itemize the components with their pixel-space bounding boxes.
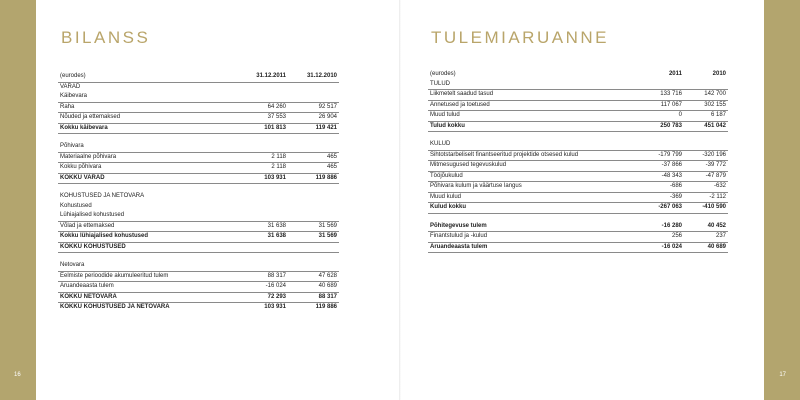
row-label: Finantstulud ja -kulud bbox=[428, 232, 632, 243]
income-statement-table bbox=[428, 70, 728, 253]
value-2011: 37 553 bbox=[236, 113, 288, 124]
value-2010 bbox=[288, 184, 339, 193]
table-row bbox=[58, 202, 339, 212]
row-label: Raha bbox=[58, 102, 236, 113]
left-margin-band bbox=[0, 0, 36, 400]
value-2011 bbox=[236, 134, 288, 143]
value-2011: 72 293 bbox=[236, 292, 288, 303]
table-row bbox=[428, 222, 728, 232]
value-2011 bbox=[236, 82, 288, 92]
value-2010 bbox=[288, 82, 339, 92]
value-2010: -39 772 bbox=[684, 161, 728, 172]
value-2010: 465 bbox=[288, 152, 339, 163]
row-label bbox=[428, 213, 632, 222]
value-2011 bbox=[236, 184, 288, 193]
value-2011: 88 317 bbox=[236, 271, 288, 282]
value-2011: -37 866 bbox=[632, 161, 684, 172]
row-label: Kokku käibevara bbox=[58, 123, 236, 134]
value-2011: 2 118 bbox=[236, 152, 288, 163]
income-statement-title: TULEMIARUANNE bbox=[431, 28, 609, 47]
table-row bbox=[58, 271, 339, 282]
value-2010: 302 155 bbox=[684, 100, 728, 111]
table-row bbox=[428, 121, 728, 132]
row-label: KOHUSTUSED JA NETOVARA bbox=[60, 193, 145, 199]
unit-label: (eurodes) bbox=[58, 72, 236, 82]
row-label: KOKKU VARAD bbox=[58, 173, 236, 184]
value-2011: -16 280 bbox=[632, 222, 684, 232]
value-2010 bbox=[288, 253, 339, 262]
balance-sheet-table bbox=[58, 72, 339, 313]
table-row bbox=[58, 261, 339, 271]
row-label: Liikmetelt saadud tasud bbox=[428, 90, 632, 101]
row-label: Netovara bbox=[58, 261, 236, 271]
value-2010 bbox=[288, 211, 339, 221]
row-label bbox=[58, 253, 236, 262]
value-2011: -48 343 bbox=[632, 171, 684, 182]
row-label: Annetused ja toetused bbox=[428, 100, 632, 111]
table-row bbox=[58, 163, 339, 174]
value-2011: 101 813 bbox=[236, 123, 288, 134]
row-label: Muud tulud bbox=[428, 111, 632, 122]
row-label bbox=[428, 132, 632, 141]
column-header-2011: 2011 bbox=[668, 71, 682, 77]
page-fold bbox=[399, 0, 401, 400]
table-row bbox=[58, 221, 339, 232]
page-number-right: 17 bbox=[779, 372, 786, 378]
value-2011: 64 260 bbox=[236, 102, 288, 113]
value-2010: 40 689 bbox=[288, 282, 339, 293]
table-row bbox=[58, 134, 339, 143]
value-2010 bbox=[684, 140, 728, 150]
row-label: Põhitegevuse tulem bbox=[428, 222, 632, 232]
value-2010 bbox=[288, 202, 339, 212]
value-2011 bbox=[236, 242, 288, 253]
value-2010: 88 317 bbox=[288, 292, 339, 303]
right-margin-band bbox=[764, 0, 800, 400]
value-2010: 142 700 bbox=[684, 90, 728, 101]
table-row bbox=[58, 142, 339, 152]
value-2011 bbox=[236, 211, 288, 221]
value-2010: 451 042 bbox=[684, 121, 728, 132]
value-2011: -16 024 bbox=[236, 282, 288, 293]
row-label: Kulud kokku bbox=[428, 203, 632, 214]
value-2011: 103 931 bbox=[236, 173, 288, 184]
table-row bbox=[58, 113, 339, 124]
value-2011 bbox=[236, 92, 288, 102]
value-2011: -179 799 bbox=[632, 150, 684, 161]
row-label: TULUD bbox=[428, 80, 632, 90]
row-label: Aruandeaasta tulem bbox=[428, 242, 632, 253]
table-row bbox=[428, 213, 728, 222]
table-row bbox=[58, 303, 339, 313]
value-2011 bbox=[236, 202, 288, 212]
value-2010 bbox=[288, 192, 339, 202]
column-header-2010: 2010 bbox=[712, 71, 726, 77]
row-label bbox=[58, 134, 236, 143]
column-header-2010: 31.12.2010 bbox=[288, 72, 339, 82]
value-2011: 256 bbox=[632, 232, 684, 243]
table-row bbox=[58, 102, 339, 113]
table-row bbox=[58, 282, 339, 293]
table-header-row bbox=[58, 72, 339, 82]
table-row bbox=[428, 90, 728, 101]
value-2010: 40 452 bbox=[684, 222, 728, 232]
value-2011: 133 716 bbox=[632, 90, 684, 101]
row-label: Tööjõukulud bbox=[428, 171, 632, 182]
row-label: Lühiajalised kohustused bbox=[58, 211, 236, 221]
value-2010: 31 569 bbox=[288, 232, 339, 243]
table-header-row bbox=[428, 70, 728, 80]
value-2010 bbox=[684, 213, 728, 222]
value-2010: 31 569 bbox=[288, 221, 339, 232]
row-label: Materiaalne põhivara bbox=[58, 152, 236, 163]
table-row bbox=[58, 92, 339, 102]
value-2010: 40 689 bbox=[684, 242, 728, 253]
value-2010: 465 bbox=[288, 163, 339, 174]
value-2011: 103 931 bbox=[264, 304, 286, 310]
table-row bbox=[428, 161, 728, 172]
table-row bbox=[58, 173, 339, 184]
value-2010 bbox=[288, 134, 339, 143]
table-row bbox=[428, 132, 728, 141]
unit-label: (eurodes) bbox=[430, 71, 456, 77]
row-label: KOKKU KOHUSTUSED bbox=[58, 242, 236, 253]
value-2010: 6 187 bbox=[684, 111, 728, 122]
row-label: Muud kulud bbox=[428, 192, 632, 203]
balance-sheet-title: BILANSS bbox=[61, 28, 151, 47]
row-label: Põhivara bbox=[58, 142, 236, 152]
value-2011 bbox=[632, 213, 684, 222]
value-2011 bbox=[632, 140, 684, 150]
row-label: KOKKU NETOVARA bbox=[58, 292, 236, 303]
table-row bbox=[428, 192, 728, 203]
row-label: Käibevara bbox=[58, 92, 236, 102]
value-2011: -267 063 bbox=[632, 203, 684, 214]
row-label: Aruandeaasta tulem bbox=[58, 282, 236, 293]
table-row bbox=[58, 152, 339, 163]
row-label: Põhivara kulum ja väärtuse langus bbox=[428, 182, 632, 193]
row-label: Kokku põhivara bbox=[58, 163, 236, 174]
value-2011 bbox=[236, 192, 288, 202]
page-number-left: 16 bbox=[14, 372, 21, 378]
value-2010: 119 421 bbox=[288, 123, 339, 134]
row-label: Sihtotstarbeliselt finantseeritud projektide otsesed kulud bbox=[428, 150, 632, 161]
column-header-2011: 31.12.2011 bbox=[236, 72, 288, 82]
row-label: Nõuded ja ettemaksed bbox=[58, 113, 236, 124]
value-2011 bbox=[236, 253, 288, 262]
table-row bbox=[58, 211, 339, 221]
value-2010 bbox=[288, 142, 339, 152]
value-2010 bbox=[288, 242, 339, 253]
value-2011 bbox=[632, 132, 684, 141]
table-row bbox=[58, 292, 339, 303]
value-2010: 237 bbox=[684, 232, 728, 243]
value-2011: 31 638 bbox=[236, 221, 288, 232]
table-row bbox=[428, 150, 728, 161]
table-row bbox=[428, 232, 728, 243]
value-2011: 0 bbox=[632, 111, 684, 122]
value-2011 bbox=[236, 261, 288, 271]
table-row bbox=[428, 171, 728, 182]
value-2011: 117 067 bbox=[632, 100, 684, 111]
table-row bbox=[58, 242, 339, 253]
row-label: Kokku lühiajalised kohustused bbox=[58, 232, 236, 243]
value-2011: 31 638 bbox=[236, 232, 288, 243]
table-row bbox=[428, 140, 728, 150]
value-2011: 250 783 bbox=[632, 121, 684, 132]
value-2010: -47 879 bbox=[684, 171, 728, 182]
value-2010: 26 904 bbox=[288, 113, 339, 124]
value-2011: -686 bbox=[632, 182, 684, 193]
table-row bbox=[58, 253, 339, 262]
value-2011 bbox=[632, 80, 684, 90]
row-label bbox=[58, 184, 236, 193]
table-row bbox=[58, 82, 339, 92]
row-label: Võlad ja ettemaksed bbox=[58, 221, 236, 232]
value-2010: -2 112 bbox=[684, 192, 728, 203]
row-label: Tulud kokku bbox=[428, 121, 632, 132]
value-2010: 119 886 bbox=[315, 304, 337, 310]
value-2011: 2 118 bbox=[236, 163, 288, 174]
row-label: Kohustused bbox=[60, 202, 92, 209]
value-2010: 92 517 bbox=[288, 102, 339, 113]
value-2010 bbox=[684, 80, 728, 90]
value-2010 bbox=[684, 132, 728, 141]
row-label: Eelmiste perioodide akumuleeritud tulem bbox=[58, 271, 236, 282]
value-2010 bbox=[288, 92, 339, 102]
row-label: VARAD bbox=[60, 83, 81, 90]
value-2011: -369 bbox=[632, 192, 684, 203]
table-row bbox=[428, 111, 728, 122]
value-2011: -16 024 bbox=[632, 242, 684, 253]
table-row bbox=[428, 203, 728, 214]
table-row bbox=[428, 80, 728, 90]
table-row bbox=[58, 192, 339, 202]
value-2011 bbox=[236, 142, 288, 152]
value-2010: 47 628 bbox=[288, 271, 339, 282]
table-row bbox=[428, 100, 728, 111]
value-2010: -632 bbox=[684, 182, 728, 193]
row-label: Mitmesugused tegevuskulud bbox=[428, 161, 632, 172]
table-row bbox=[58, 232, 339, 243]
value-2010: -320 196 bbox=[684, 150, 728, 161]
row-label: KULUD bbox=[428, 140, 632, 150]
value-2010: -410 590 bbox=[684, 203, 728, 214]
value-2010 bbox=[288, 261, 339, 271]
row-label: KOKKU KOHUSTUSED JA NETOVARA bbox=[60, 304, 170, 310]
table-row bbox=[58, 184, 339, 193]
value-2010: 119 886 bbox=[288, 173, 339, 184]
table-row bbox=[428, 182, 728, 193]
table-row bbox=[428, 242, 728, 253]
table-row bbox=[58, 123, 339, 134]
